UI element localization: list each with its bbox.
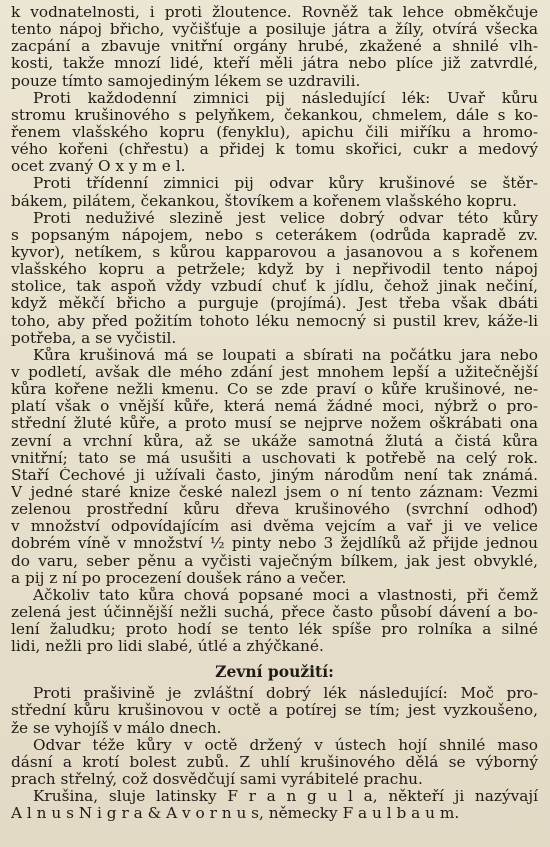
paragraph: [11, 175, 538, 209]
text-line: pouze tímto samojediným lékem se uzdravili.: [11, 72, 361, 90]
text-line: Proti neduživé slezině jest velice dobrý odvar této kůry: [33, 209, 538, 227]
text-line: řenem vlašského kopru (fenyklu), apichu čili miříku a hromo-: [11, 123, 538, 141]
text-line: Odvar téže kůry v octě držený v ústech hojí shnilé maso: [33, 736, 538, 754]
body-text-lower: [11, 685, 538, 822]
text-line: a pij z ní po procezení doušek ráno a večer.: [11, 569, 347, 587]
text-line: Ačkoliv tato kůra chová popsané moci a vlastnosti, při čemž: [33, 586, 538, 604]
text-line: že se vyhojíš v málo dnech.: [11, 719, 222, 737]
text-line: kyvor), netíkem, s kůrou kapparovou a jasanovou a s kořenem: [11, 243, 538, 261]
text-line: v podletí, avšak dle mého zdání jest mnohem lepší a užitečnější: [11, 363, 538, 381]
paragraph: [11, 587, 538, 656]
text-line: střední žluté kůře, a proto musí se nejprve nožem oškrábati ona: [11, 415, 538, 433]
text-line: Staří Čechové ji užívali často, jiným národům není tak známá.: [11, 466, 538, 484]
paragraph: [11, 788, 538, 822]
text-line: platí však o vnější kůře, která nemá žádné moci, nýbrž o pro-: [11, 398, 538, 416]
text-line: ocet zvaný O x y m e l.: [11, 158, 186, 176]
text-line: Proti třídenní zimnici pij odvar kůry krušinové se štěr-: [33, 175, 538, 193]
text-line: vlašského kopru a petržele; když by i nepřivodil tento nápoj: [11, 261, 538, 279]
text-line: kosti, takže mnozí lidé, kteří měli játra nebo plíce již zatvrdlé,: [11, 55, 538, 73]
text-line: vnitřní; tato se má usušiti a uschovati k potřebě na celý rok.: [11, 449, 538, 467]
paragraph: [11, 685, 538, 736]
paragraph: [11, 90, 538, 176]
text-line: v množství odpovídajícím asi dvěma vejcím a vař ji ve velice: [11, 518, 538, 536]
text-line: tento nápoj břicho, vyčišťuje a posiluje játra a žíly, otvírá všecka: [11, 21, 538, 39]
text-line: kůra kořene nežli kmenu. Co se zde praví o kůře krušinové, ne-: [11, 381, 538, 399]
text-line: dobrém víně v množství ½ pinty nebo 3 žejdlíků až přijde jednou: [11, 535, 538, 553]
text-line: zelená jest účinnější nežli suchá, přece často působí dávení a bo-: [11, 603, 538, 621]
text-line: když měkčí břicho a purguje (projímá). Jest třeba však dbáti: [11, 295, 538, 313]
text-line: s popsaným nápojem, nebo s ceterákem (odrůda kapradě zv.: [11, 226, 538, 244]
text-line: lení žaludku; proto hodí se tento lék spíše pro rolníka a silné: [11, 621, 538, 639]
text-line: do varu, seber pěnu a vyčisti vaječným bílkem, jak jest obvyklé,: [11, 552, 538, 570]
paragraph: [11, 347, 538, 587]
paragraph: [11, 210, 538, 347]
text-line: stromu krušinového s pelyňkem, čekankou, chmelem, dále s ko-: [11, 106, 538, 124]
text-line: stolice, tak aspoň vždy vzbudí chuť k jídlu, čehož jinak nečiní,: [11, 278, 538, 296]
text-line: prach střelný, což dosvědčují sami vyrábitelé prachu.: [11, 771, 423, 789]
text-line: toho, aby před požitím tohoto léku nemocný si pustil krev, káže-li: [11, 312, 538, 330]
text-line: zacpání a zbavuje vnitřní orgány hrubé, zkažené a shnilé vlh-: [11, 38, 538, 56]
text-line: k vodnatelnosti, i proti žloutence. Rovněž tak lehce obměkčuje: [11, 4, 538, 21]
text-line: střední kůru krušinovou v octě a potírej se tím; jest vyzkoušeno,: [11, 702, 538, 720]
text-line: dásní a krotí bolest zubů. Z uhlí krušinového dělá se výborný: [11, 753, 538, 771]
section-heading: Zevní použití:: [215, 662, 334, 682]
text-line: potřeba, a se vyčistil.: [11, 329, 177, 347]
text-line: zelenou prostřední kůru dřeva krušinového (svrchní odhoď): [11, 501, 538, 519]
text-line: A l n u s N i g r a & A v o r n u s, německy F a u l b a u m.: [11, 805, 460, 823]
text-line: Proti prašivině je zvláštní dobrý lék následující: Moč pro-: [33, 685, 538, 703]
text-line: bákem, pilátem, čekankou, štovíkem a kořenem vlašského kopru.: [11, 192, 517, 210]
text-line: Proti každodenní zimnici pij následující lék: Uvař kůru: [33, 89, 538, 107]
body-text-upper: [11, 4, 538, 655]
paragraph: [11, 4, 538, 90]
text-line: Kůra krušinová má se loupati a sbírati na počátku jara nebo: [33, 346, 538, 364]
text-line: zevní a vrchní kůra, až se ukáže samotná žlutá a čistá kůra: [11, 432, 538, 450]
paragraph: [11, 737, 538, 788]
text-line: lidi, nežli pro lidi slabé, útlé a zhýčkané.: [11, 638, 324, 656]
text-line: Krušina, sluje latinsky F r a n g u l a, někteří ji nazývají: [33, 788, 538, 806]
text-line: V jedné staré knize české nalezl jsem o ní tento záznam: Vezmi: [11, 483, 538, 501]
text-line: vého kořeni (chřestu) a přidej k tomu skořici, cukr a medový: [11, 141, 538, 159]
